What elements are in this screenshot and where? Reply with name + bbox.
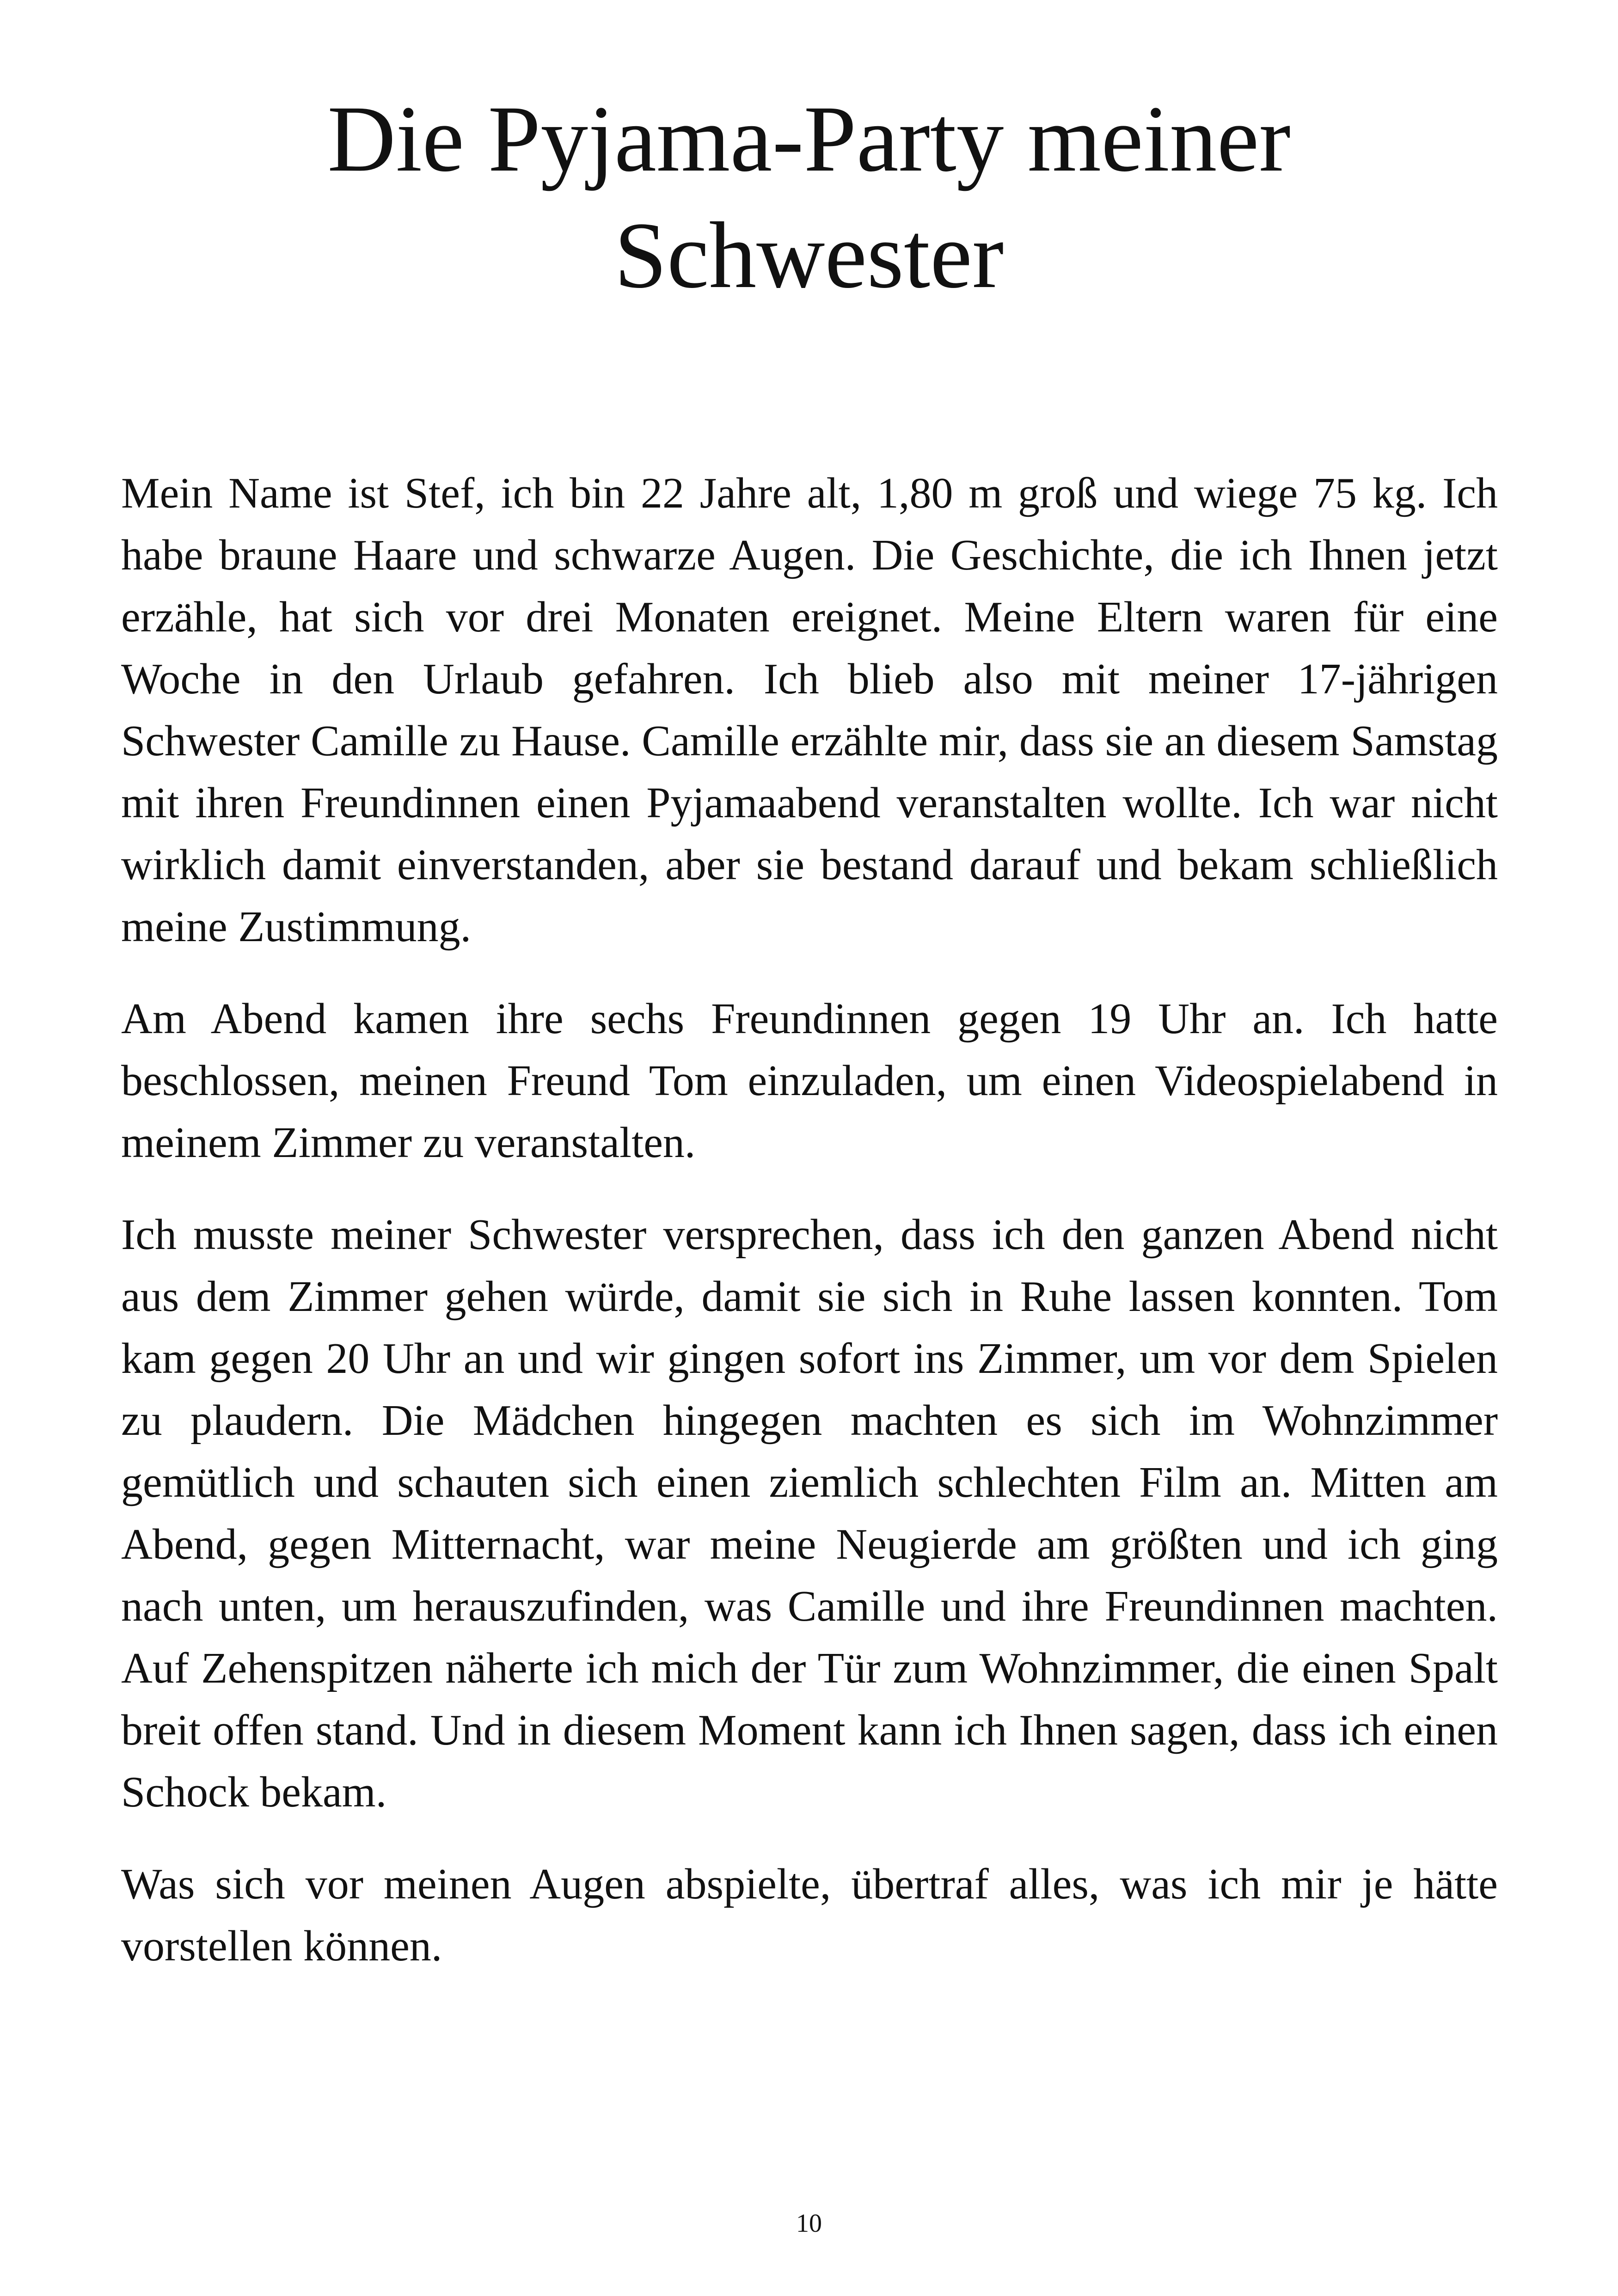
paragraph-3: Ich musste meiner Schwester versprechen, dass ich den ganzen Abend nicht aus dem Zimmer gehen würde, damit sie sich in Ruhe lassen konnten. Tom kam gegen 20 Uhr an und wir gingen sofort ins Zimmer, um vor dem Spielen zu plaudern. Die Mädchen hingegen machten es sich im Wohnzimmer gemütlich und schauten sich einen ziemlich schlechten Film an. Mitten am Abend, gegen Mitternacht, war meine Neugierde am größten und ich ging nach unten, um herauszufinden, was Camille und ihre Freundinnen machten. Auf Zehenspitzen näherte ich mich der Tür zum Wohnzimmer, die einen Spalt breit offen stand. Und in diesem Moment kann ich Ihnen sagen, dass ich einen Schock bekam. [121, 1211, 1498, 1816]
story-body [121, 462, 1498, 2007]
paragraph-1: Mein Name ist Stef, ich bin 22 Jahre alt, 1,80 m groß und wiege 75 kg. Ich habe braune Haare und schwarze Augen. Die Geschichte, die ich Ihnen jetzt erzähle, hat sich vor drei Monaten ereignet. Meine Eltern waren für eine Woche in den Urlaub gefahren. Ich blieb also mit meiner 17-jährigen Schwester Camille zu Hause. Camille erzählte mir, dass sie an diesem Samstag mit ihren Freundinnen einen Pyjamaabend veranstalten wollte. Ich war nicht wirklich damit einverstanden, aber sie bestand darauf und bekam schließlich meine Zustimmung. [121, 469, 1498, 951]
paragraph-2: Am Abend kamen ihre sechs Freundinnen gegen 19 Uhr an. Ich hatte beschlossen, meinen Freund Tom einzuladen, um einen Videospielabend in meinem Zimmer zu veranstalten. [121, 995, 1498, 1167]
paragraph-4: Was sich vor meinen Augen abspielte, übertraf alles, was ich mir je hätte vorstellen können. [121, 1860, 1498, 1970]
page-title: Die Pyjama-Party meiner Schwester [327, 86, 1291, 308]
page-number: 10 [796, 2209, 822, 2238]
